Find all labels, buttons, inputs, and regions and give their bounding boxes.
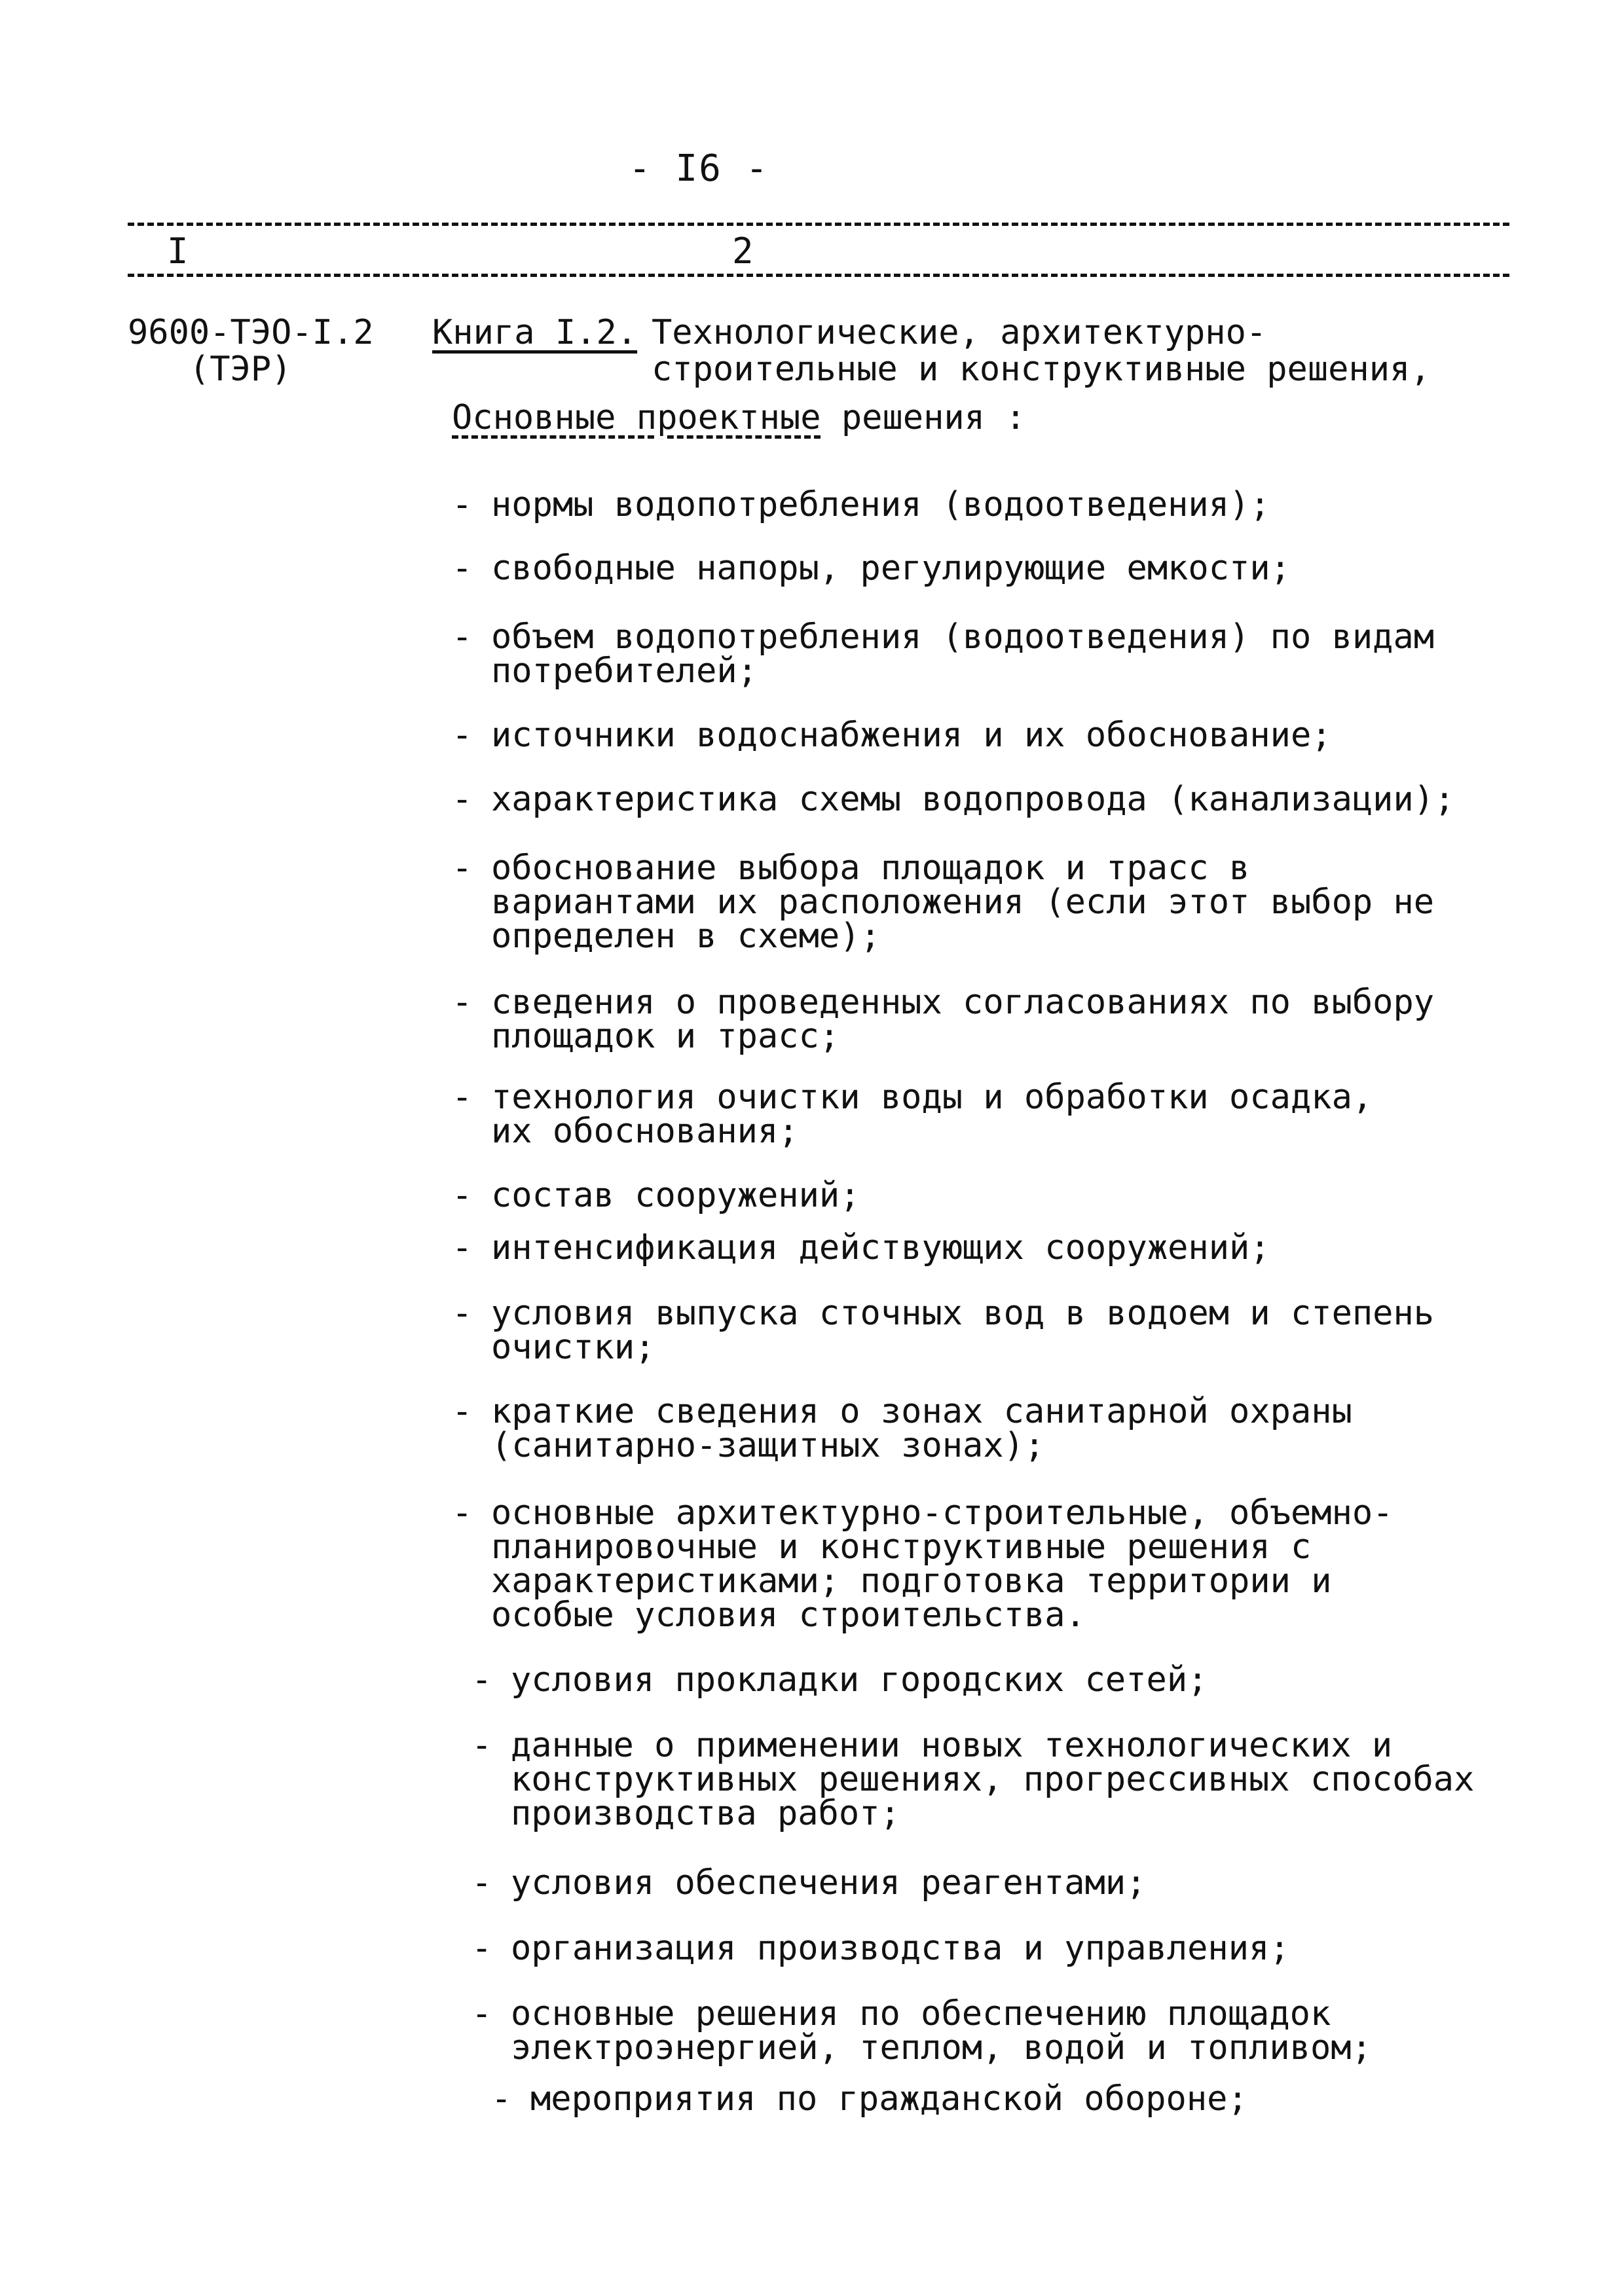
list-item-text: условия прокладки городских сетей; bbox=[511, 1660, 1208, 1700]
list-item bbox=[452, 780, 1513, 819]
list-dash: - bbox=[471, 1929, 492, 1968]
list-item-text: состав сооружений; bbox=[491, 1176, 860, 1215]
list-dash: - bbox=[452, 549, 473, 588]
list-item-text: сведения о проведенных согласованиях по выбору площадок и трасс; bbox=[491, 983, 1435, 1056]
column-header-1: I bbox=[167, 230, 189, 272]
list-dash: - bbox=[452, 848, 473, 888]
list-item-text: краткие сведения о зонах санитарной охраны (санитарно-защитных зонах); bbox=[491, 1392, 1352, 1465]
list-item-text: условия выпуска сточных вод в водоем и степень очистки; bbox=[491, 1294, 1435, 1367]
document-code: 9600-ТЭО-I.2 (ТЭР) bbox=[128, 313, 374, 389]
list-item bbox=[452, 1394, 1434, 1463]
list-dash: - bbox=[452, 716, 473, 755]
section-heading-underlined: Основные проектные bbox=[452, 398, 821, 437]
list-dash: - bbox=[471, 1994, 492, 2033]
list-item bbox=[471, 1660, 1493, 1700]
list-item bbox=[471, 1863, 1493, 1903]
list-item-text: источники водоснабжения и их обоснование; bbox=[491, 716, 1332, 755]
list-item-text: нормы водопотребления (водоотведения); bbox=[491, 485, 1270, 524]
list-item bbox=[452, 549, 1500, 588]
list-item-text: свободные напоры, регулирующие емкости; bbox=[491, 549, 1291, 588]
list-dash: - bbox=[452, 983, 473, 1022]
list-item bbox=[452, 983, 1473, 1056]
list-item-text: объем водопотребления (водоотведения) по видам потребителей; bbox=[491, 617, 1435, 691]
list-item bbox=[452, 1294, 1473, 1367]
list-dash: - bbox=[452, 1078, 473, 1117]
list-item-text: основные решения по обеспечению площадок электроэнергией, теплом, водой и топливом; bbox=[511, 1994, 1372, 2068]
list-item bbox=[491, 2079, 1500, 2119]
list-item bbox=[452, 485, 1500, 524]
list-item-text: мероприятия по гражданской обороне; bbox=[530, 2079, 1248, 2119]
list-dash: - bbox=[471, 1660, 492, 1700]
list-item-text: характеристика схемы водопровода (канализации); bbox=[491, 780, 1455, 819]
list-dash: - bbox=[452, 780, 473, 819]
list-dash: - bbox=[471, 1726, 492, 1765]
list-item bbox=[452, 1176, 1500, 1215]
list-item-text: данные о применении новых технологических и конструктивных решениях, прогрессивных способах производства работ; bbox=[511, 1726, 1475, 1833]
list-item bbox=[452, 617, 1447, 691]
book-label: Книга I.2. bbox=[432, 313, 638, 352]
list-item bbox=[452, 716, 1500, 755]
list-dash: - bbox=[452, 1493, 473, 1533]
list-item bbox=[452, 1078, 1408, 1151]
list-item bbox=[471, 1994, 1519, 2068]
list-dash: - bbox=[452, 617, 473, 657]
book-title: Технологические, архитектурно-строительные и конструктивные решения, bbox=[652, 313, 1431, 389]
list-item-text: интенсификация действующих сооружений; bbox=[491, 1228, 1270, 1267]
list-item-text: технология очистки воды и обработки осадка, их обоснования; bbox=[491, 1078, 1373, 1151]
list-dash: - bbox=[491, 2079, 512, 2119]
list-dash: - bbox=[452, 1392, 473, 1431]
list-dash: - bbox=[452, 1294, 473, 1333]
list-item-text: основные архитектурно-строительные, объемно-планировочные и конструктивные решения с характеристиками; подготовка территории и особые условия строительства. bbox=[491, 1493, 1393, 1635]
list-item bbox=[452, 1228, 1500, 1267]
column-header-2: 2 bbox=[732, 230, 754, 272]
list-dash: - bbox=[452, 1176, 473, 1215]
list-item bbox=[452, 1493, 1473, 1635]
list-item bbox=[471, 1728, 1493, 1831]
list-item bbox=[471, 1929, 1493, 1968]
section-heading-rest: решения : bbox=[821, 398, 1026, 437]
page-number: - I6 - bbox=[629, 147, 769, 190]
list-item-text: условия обеспечения реагентами; bbox=[511, 1863, 1147, 1903]
list-item-text: обоснование выбора площадок и трасс в вариантами их расположения (если этот выбор не определен в схеме); bbox=[491, 848, 1435, 956]
list-item-text: организация производства и управления; bbox=[511, 1929, 1290, 1968]
list-dash: - bbox=[471, 1863, 492, 1903]
list-dash: - bbox=[452, 485, 473, 524]
list-item bbox=[452, 848, 1473, 956]
list-dash: - bbox=[452, 1228, 473, 1267]
